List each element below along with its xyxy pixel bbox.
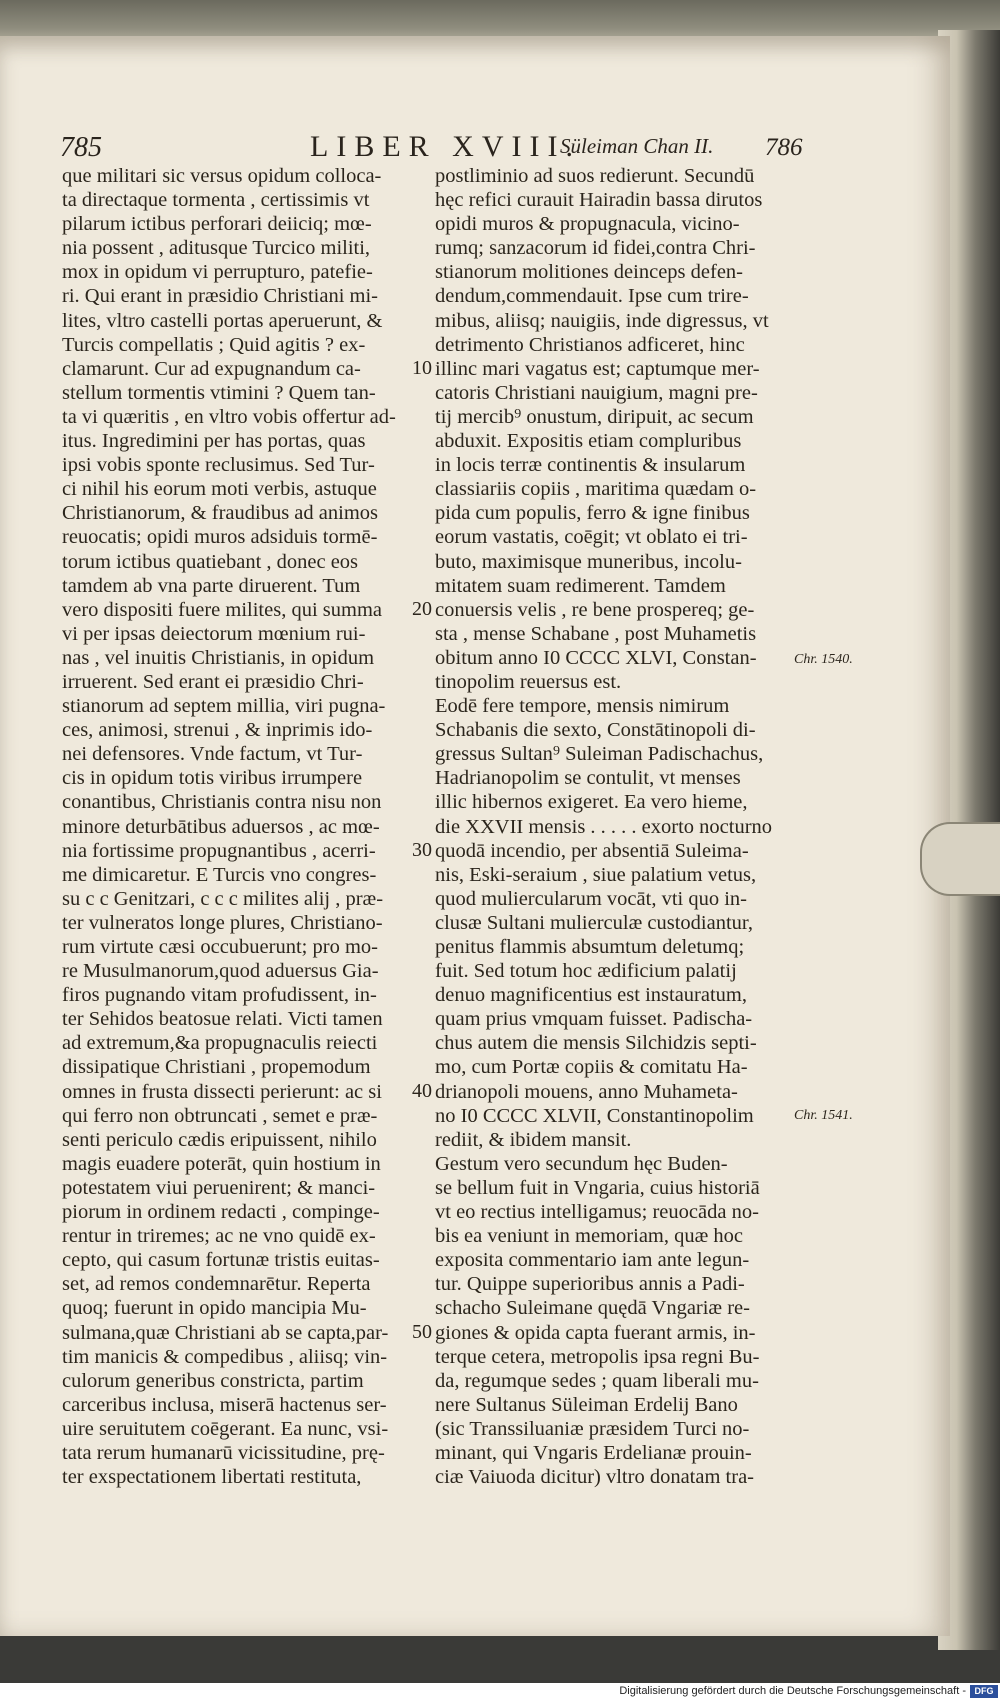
text-line: tij mercib⁹ onustum, diripuit, ac secum [435,405,754,428]
text-line: in locis terræ continentis & insularum [435,454,746,477]
text-line: vt eo rectius intelligamus; reuocāda no- [435,1201,759,1224]
text-line: mitatem suam redimerent. Tamdem [435,574,726,597]
text-line: clusæ Sultani mulierculæ custodiantur, [435,911,754,934]
text-line: nere Sultanus Süleiman Erdelij Bano [435,1393,738,1416]
text-line: vero dispositi fuere milites, qui summa [62,598,382,621]
text-line: Eodē fere tempore, mensis nimirum [435,695,730,718]
text-line: ter vulneratos longe plures, Christiano- [62,911,383,934]
text-line: hęc refici curauit Hairadin bassa dirutos [435,189,763,212]
text-line: minore deturbātibus aduersos , ac mœ- [62,815,380,838]
dfg-logo: DFG [970,1685,998,1698]
footer-bar [0,1683,1000,1701]
text-line: minant, qui Vngaris Erdelianæ prouin- [435,1441,752,1464]
text-line: fuit. Sed totum hoc ædificium palatij [435,960,737,983]
text-line: se bellum fuit in Vngaria, cuius historiā [435,1176,760,1199]
line-number: 40 [412,1080,432,1102]
text-line: Schabanis die sexto, Constātinopoli di- [435,719,756,742]
text-line: ad extremum,&a propugnaculis reiecti [62,1032,378,1055]
text-line: opidi muros & propugnacula, vicino- [435,213,740,236]
text-line: catoris Christiani nauigium, magni pre- [435,381,758,404]
text-line: denuo magnificentius est instauratum, [435,984,747,1007]
running-subtitle: Süleiman Chan II. [560,134,714,158]
text-line: vi per ipsas deiectorum mœnium rui- [62,622,366,645]
text-line: ci nihil his eorum moti verbis, astuque [62,478,377,501]
text-line: nis, Eski-seraium , siue palatium vetus, [435,863,757,886]
text-line: pilarum ictibus perforari deiiciq; mœ- [62,213,372,236]
text-line: itus. Ingredimini per has portas, quas [62,430,366,453]
text-line: qui ferro non obtruncati , semet e præ- [62,1104,378,1127]
text-line: cepto, qui casum fortunæ tristis euitas- [62,1249,380,1272]
text-line: clamarunt. Cur ad expugnandum ca- [62,357,361,380]
text-line: me dimicaretur. E Turcis vno congres- [62,863,377,886]
text-line: ipsi vobis sponte reclusimus. Sed Tur- [62,454,375,477]
text-line: pida cum populis, ferro & igne finibus [435,502,750,525]
text-line: su c c Genitzari, c c c milites alij , præ- [62,887,384,910]
text-line: irruerent. Sed erant ei præsidio Chri- [62,670,364,693]
text-line: ta directaque tormenta , certissimis vt [62,189,370,212]
text-line: detrimento Christianos adficeret, hinc [435,333,745,356]
line-number: 20 [412,598,432,620]
text-line: stianorum molitiones deinceps defen- [435,261,743,284]
text-line: Hadrianopolim se contulit, vt menses [435,767,741,790]
text-line: tata rerum humanarū vicissitudine, prę- [62,1441,385,1464]
text-line: ces, animosi, strenui , & inprimis ido- [62,719,373,742]
text-line: nei defensores. Vnde factum, vt Tur- [62,743,363,766]
text-line: piorum in ordinem redacti , compinge- [62,1201,380,1224]
text-line: rentur in triremes; ac ne vno quidē ex- [62,1225,376,1248]
text-line: (sic Transsiluaniæ præsidem Turci no- [435,1417,750,1440]
text-line: tinopolim reuersus est. [435,670,622,693]
text-line: nia possent , aditusque Turcico militi, [62,237,371,260]
text-line: uire seruitutem coēgerant. Ea nunc, vsi- [62,1417,389,1440]
text-line: potestatem viui peruenirent; & manci- [62,1176,376,1199]
page-number-right: 786 [765,134,803,161]
text-line: ta vi quæritis , en vltro vobis offertur ad- [62,405,396,428]
text-line: torum ictibus quatiebant , donec eos [62,550,359,573]
text-line: quam prius vmquam fuisset. Padischa- [435,1008,753,1031]
text-line: illinc mari vagatus est; captumque mer- [435,357,760,380]
text-line: stianorum ad septem millia, viri pugna- [62,695,386,718]
text-line: que militari sic versus opidum colloca- [62,165,382,187]
text-line: chus autem die mensis Silchidzis septi- [435,1032,757,1055]
text-line: drianopoli mouens, anno Muhameta- [435,1080,738,1103]
margin-note: Chr. 1540. [794,652,853,667]
text-line: cis in opidum totis viribus irrumpere [62,767,363,790]
text-line: nas , vel inuitis Christianis, in opidum [62,646,375,669]
text-line: schacho Suleimane quędā Vngariæ re- [435,1297,750,1320]
text-line: giones & opida capta fuerant armis, in- [435,1321,756,1344]
text-line: classiariis copiis , maritima quædam o- [435,478,757,501]
text-line: sta , mense Schabane , post Muhametis [435,622,757,645]
text-line: ter Sehidos beatosue relati. Victi tamen [62,1008,383,1031]
line-number: 10 [412,357,432,379]
text-line: rum virtute cæsi occubuerunt; pro mo- [62,936,378,958]
text-line: ri. Qui erant in præsidio Christiani mi- [62,285,379,308]
text-line: buto, maximisque muneribus, incolu- [435,550,742,573]
text-line: set, ad remos condemnarētur. Reperta [62,1273,371,1296]
text-line: dissipatique Christiani , propemodum [62,1056,371,1079]
text-line: terque cetera, metropolis ipsa regni Bu- [435,1345,760,1368]
text-line: mibus, aliisq; nauigiis, inde digressus, vt [435,309,769,332]
text-line: mox in opidum vi perrupturo, patefie- [62,261,373,284]
text-line: tamdem ab vna parte diruerent. Tum [62,574,361,597]
text-line: obitum anno I0 CCCC XLVI, Constan- [435,646,757,669]
text-line: gressus Sultan⁹ Suleiman Padischachus, [435,743,764,766]
text-line: culorum generibus constricta, partim [62,1369,364,1392]
text-line: quodā incendio, per absentiā Suleima- [435,839,749,862]
text-line: carceribus inclusa, miserā hactenus ser- [62,1393,387,1416]
text-line: senti periculo cædis eripuissent, nihilo [62,1128,377,1151]
text-line: exposita commentario iam ante legun- [435,1249,750,1272]
text-line: stellum tormentis vtimini ? Quem tan- [62,381,376,404]
text-line: da, regumque sedes ; quam liberali mu- [435,1369,759,1392]
page-tab-marker [920,822,1000,896]
text-line: rumq; sanzacorum id fidei,contra Chri- [435,237,756,260]
text-line: Gestum vero secundum hęc Buden- [435,1152,728,1175]
text-line: firos pugnando vitam profudissent, in- [62,984,377,1007]
text-line: quod muliercularum vocāt, vti quo in- [435,887,747,910]
text-line: tim manicis & compedibus , aliisq; vin- [62,1345,388,1368]
text-line: conantibus, Christianis contra nisu non [62,791,382,814]
text-line: magis euadere poterāt, quin hostium in [62,1152,381,1175]
text-line: dendum,commendauit. Ipse cum trire- [435,285,749,308]
margin-note: Chr. 1541. [794,1108,853,1123]
text-line: ciæ Vaiuoda dicitur) vltro donatam tra- [435,1466,754,1489]
text-line: lites, vltro castelli portas aperuerunt, & [62,309,383,332]
text-line: conuersis velis , re bene prospereq; ge- [435,598,755,621]
text-line: nia fortissime propugnantibus , acerri- [62,839,376,862]
text-line: re Musulmanorum,quod aduersus Gia- [62,960,379,983]
text-line: mo, cum Portæ copiis & comitatu Ha- [435,1056,748,1079]
right-text-column [435,164,787,1489]
text-line: penitus flammis absumtum deletumq; [435,936,745,958]
text-line: quoq; fuerunt in opido mancipia Mu- [62,1297,367,1320]
text-line: omnes in frusta dissecti perierunt: ac si [62,1080,382,1103]
text-line: Christianorum, & fraudibus ad animos [62,502,378,525]
text-line: eorum vastatis, coēgit; vt oblato ei tri- [435,526,748,549]
text-line: rediit, & ibidem mansit. [435,1128,632,1151]
text-line: die XXVII mensis . . . . . exorto nocturno [435,815,773,838]
page-number-left: 785 [60,132,102,163]
text-line: ter exspectationem libertati restituta, [62,1466,362,1489]
text-line: tur. Quippe superioribus annis a Padi- [435,1273,745,1296]
page-header [60,128,803,168]
text-line: abduxit. Expositis etiam compluribus [435,430,742,453]
footer-credit: Digitalisierung gefördert durch die Deutsche Forschungsgemeinschaft - [619,1685,966,1697]
left-text-column [62,164,408,1489]
text-line: no I0 CCCC XLVII, Constantinopolim [435,1104,754,1127]
text-line: illic hibernos exigeret. Ea vero hieme, [435,791,748,814]
line-number: 30 [412,839,432,861]
text-line: reuocatis; opidi muros adsiduis tormē- [62,526,378,549]
text-line: postliminio ad suos redierunt. Secundū [435,165,755,187]
text-line: Turcis compellatis ; Quid agitis ? ex- [62,333,366,356]
running-title: LIBER XVIII. [310,130,581,163]
text-line: bis ea veniunt in memoriam, quæ hoc [435,1225,744,1248]
text-line: sulmana,quæ Christiani ab se capta,par- [62,1321,389,1344]
line-number: 50 [412,1321,432,1343]
